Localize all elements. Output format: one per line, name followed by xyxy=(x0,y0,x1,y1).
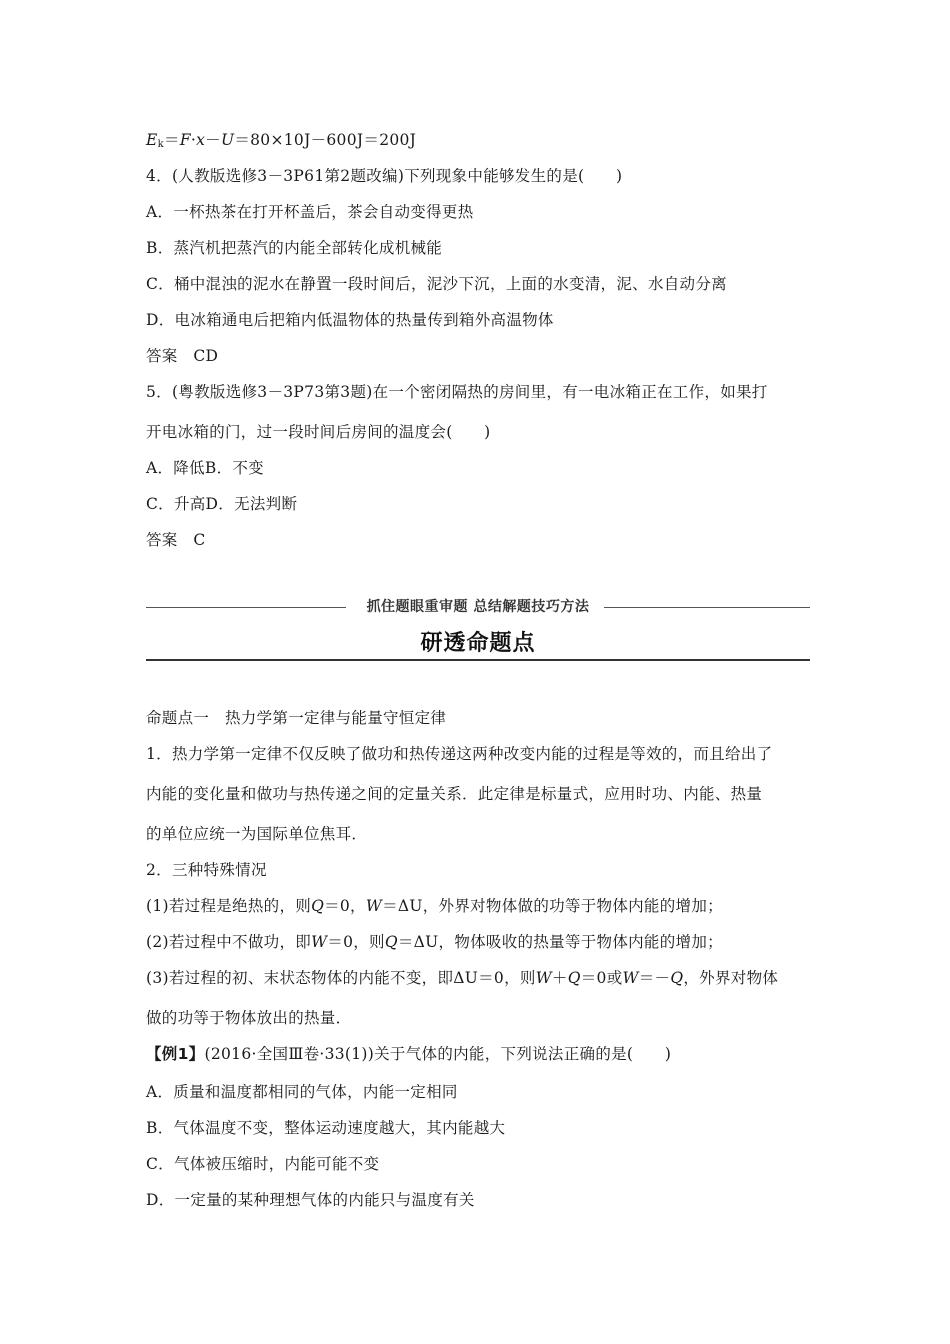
case-2-text-b: ＝0，则 xyxy=(327,933,385,951)
banner-rule-right xyxy=(604,607,810,608)
formula-ek: E xyxy=(146,131,158,149)
case-2-text-a: (2)若过程中不做功，即 xyxy=(146,933,312,951)
question-4-answer: 答案 CD xyxy=(146,347,219,365)
question-4-option-d: D．电冰箱通电后把箱内低温物体的热量传到箱外高温物体 xyxy=(146,311,554,329)
question-4-option-a: A．一杯热茶在打开杯盖后，茶会自动变得更热 xyxy=(146,203,474,221)
case-3-text-c: ＝0或 xyxy=(580,969,623,987)
case-3-text-b: ＋ xyxy=(551,969,568,987)
topic-1-para-1-line2: 内能的变化量和做功与热传递之间的定量关系．此定律是标量式，应用时功、内能、热量 xyxy=(146,785,763,803)
topic-1-para-1-line1: 1．热力学第一定律不仅反映了做功和热传递这两种改变内能的过程是等效的，而且给出了 xyxy=(146,745,773,763)
case-3-w2: W xyxy=(622,969,639,987)
case-1-text-c: ＝ΔU，外界对物体做的功等于物体内能的增加； xyxy=(382,897,723,915)
case-3-text-d: ＝－ xyxy=(638,969,671,987)
question-5-stem-line1: 5．(粤教版选修3－3P73第3题)在一个密闭隔热的房间里，有一电冰箱正在工作，如果打 xyxy=(146,383,768,401)
case-1-text-b: ＝0， xyxy=(324,897,366,915)
topic-1-para-2: 2．三种特殊情况 xyxy=(146,861,267,879)
formula-u: U xyxy=(220,131,235,149)
section-title: 研透命题点 xyxy=(420,631,536,656)
topic-1-heading: 命题点一 热力学第一定律与能量守恒定律 xyxy=(146,709,447,727)
case-3-q: Q xyxy=(567,969,581,987)
case-1-w: W xyxy=(365,897,383,915)
case-1-q: Q xyxy=(311,897,325,915)
formula-minus: － xyxy=(205,131,221,149)
question-4-option-b: B．蒸汽机把蒸汽的内能全部转化成机械能 xyxy=(146,239,443,257)
case-2-text-c: ＝ΔU，物体吸收的热量等于物体内能的增加； xyxy=(397,933,723,951)
formula-f: F xyxy=(179,131,191,149)
formula-rest: ＝80×10J－600J＝200J xyxy=(234,131,417,149)
question-5-options-line2: C．升高D．无法判断 xyxy=(146,495,298,513)
section-banner xyxy=(146,596,810,620)
case-3-w: W xyxy=(535,969,552,987)
case-2-w: W xyxy=(311,933,328,951)
case-3-text-a: (3)若过程的初、末状态物体的内能不变，即ΔU＝0，则 xyxy=(146,969,536,987)
example-1-stem xyxy=(146,1042,671,1064)
example-1-option-c: C．气体被压缩时，内能可能不变 xyxy=(146,1155,380,1173)
formula-eq: ＝ xyxy=(164,131,180,149)
formula-dot: · xyxy=(190,131,197,149)
banner-tagline: 抓住题眼重审题 总结解题技巧方法 xyxy=(366,599,590,615)
example-1-option-d: D．一定量的某种理想气体的内能只与温度有关 xyxy=(146,1191,475,1209)
special-case-3-line2: 做的功等于物体放出的热量． xyxy=(146,1009,352,1027)
example-1-question: (2016·全国Ⅲ卷·33(1))关于气体的内能，下列说法正确的是( ) xyxy=(204,1045,672,1063)
formula-x: x xyxy=(196,131,206,149)
question-5-answer: 答案 C xyxy=(146,531,206,549)
question-4-stem: 4．(人教版选修3－3P61第2题改编)下列现象中能够发生的是( ) xyxy=(146,167,623,185)
special-case-3-line1 xyxy=(146,966,778,988)
example-1-tag: 【例1】 xyxy=(146,1045,205,1063)
energy-formula xyxy=(146,128,416,150)
case-3-q2: Q xyxy=(670,969,684,987)
question-5-options-line1: A．降低B．不变 xyxy=(146,459,264,477)
case-2-q: Q xyxy=(384,933,398,951)
case-3-text-e: ，外界对物体 xyxy=(683,969,779,987)
formula-ek-sub: k xyxy=(157,139,164,150)
section-title-underline xyxy=(146,659,810,661)
example-1-option-a: A．质量和温度都相同的气体，内能一定相同 xyxy=(146,1083,458,1101)
topic-1-para-1-line3: 的单位应统一为国际单位焦耳． xyxy=(146,825,368,843)
special-case-1 xyxy=(146,894,723,916)
case-1-text-a: (1)若过程是绝热的，则 xyxy=(146,897,312,915)
question-4-option-c: C．桶中混浊的泥水在静置一段时间后，泥沙下沉，上面的水变清，泥、水自动分离 xyxy=(146,275,727,293)
example-1-option-b: B．气体温度不变，整体运动速度越大，其内能越大 xyxy=(146,1119,506,1137)
special-case-2 xyxy=(146,930,723,952)
question-5-stem-line2: 开电冰箱的门，过一段时间后房间的温度会( ) xyxy=(146,423,491,441)
